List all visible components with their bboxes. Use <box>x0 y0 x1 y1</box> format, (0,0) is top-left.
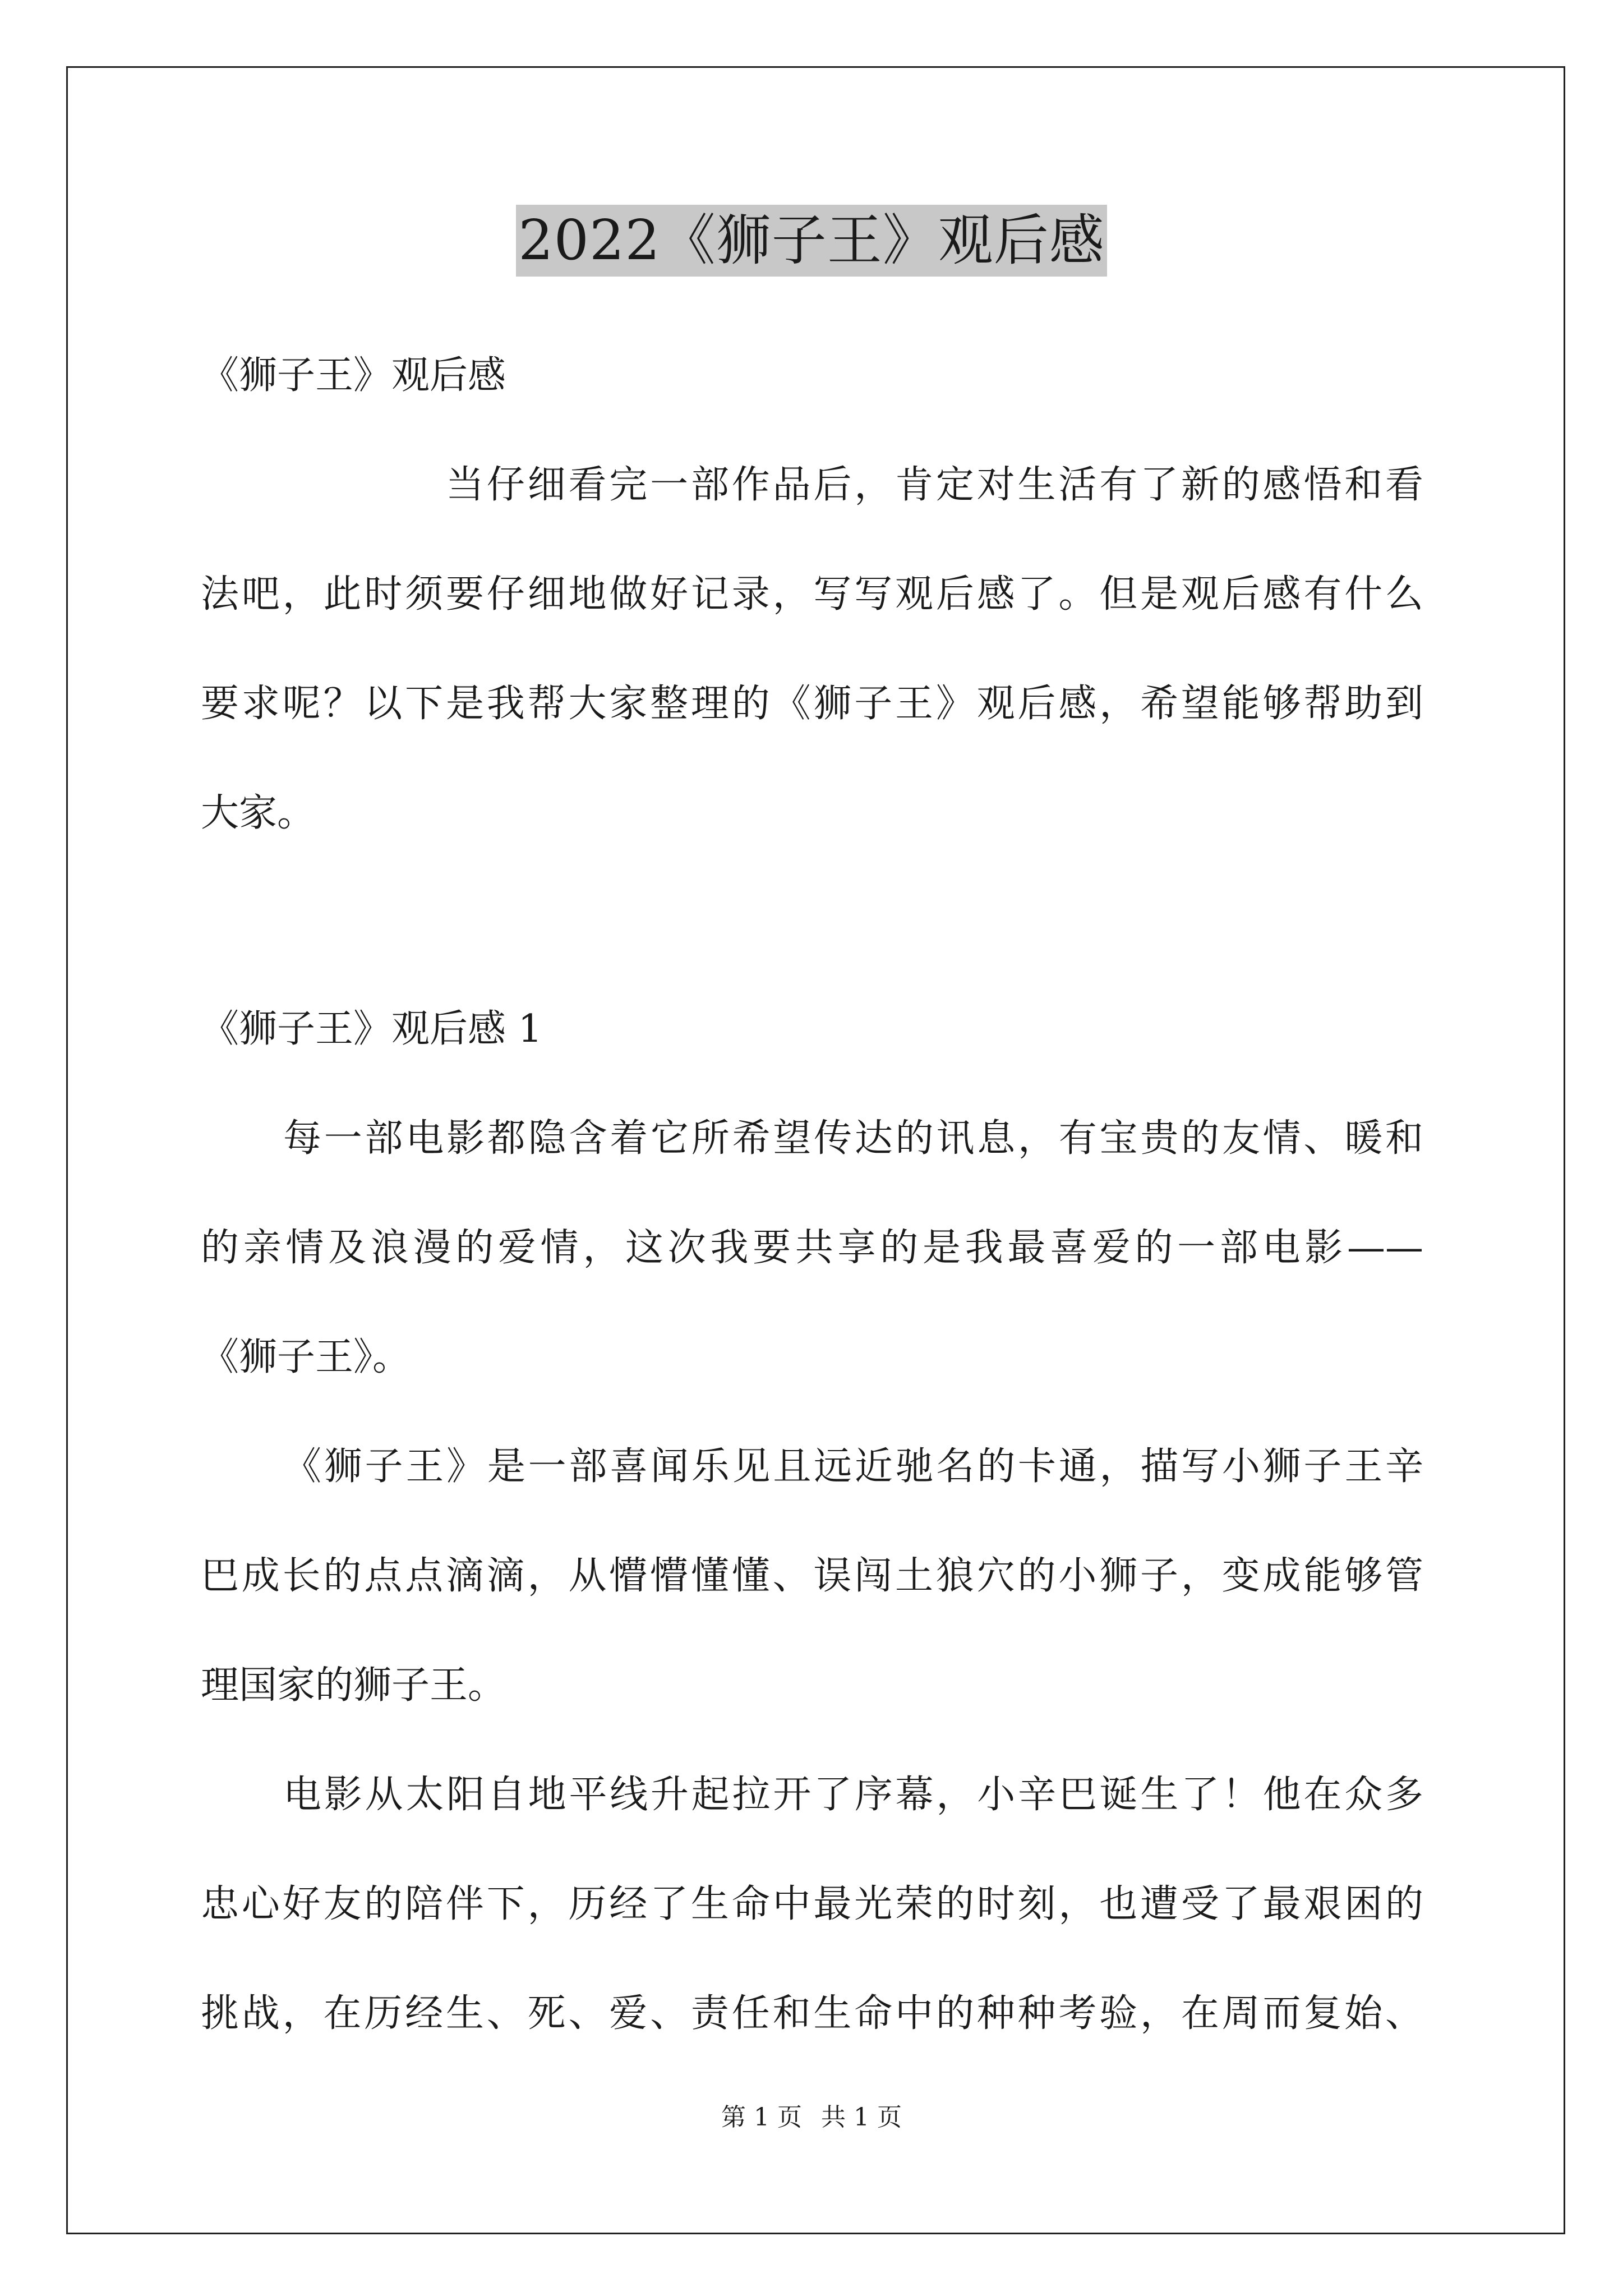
para3-line-1: 电影从太阳自地平线升起拉开了序幕，小辛巴诞生了！他在众多 <box>283 1773 1423 1817</box>
subtitle: 《狮子王》观后感 <box>201 353 506 398</box>
para1-line-2: 的亲情及浪漫的爱情，这次我要共享的是我最喜爱的一部电影—— <box>201 1226 1423 1270</box>
page-number: 第 1 页 <box>721 2103 802 2132</box>
intro-line-2: 法吧，此时须要仔细地做好记录，写写观后感了。但是观后感有什么 <box>201 572 1423 616</box>
section-heading: 《狮子王》观后感 1 <box>201 1007 542 1051</box>
para1-line-1: 每一部电影都隐含着它所希望传达的讯息，有宝贵的友情、暖和 <box>283 1116 1423 1161</box>
intro-line-4: 大家。 <box>201 791 316 835</box>
document-title: 2022《狮子王》观后感 <box>516 205 1106 277</box>
page-total: 共 1 页 <box>821 2103 902 2132</box>
para3-line-2: 忠心好友的陪伴下，历经了生命中最光荣的时刻，也遭受了最艰困的 <box>201 1882 1423 1926</box>
para2-line-2: 巴成长的点点滴滴，从懵懵懂懂、误闯土狼穴的小狮子，变成能够管 <box>201 1554 1423 1598</box>
para1-line-3: 《狮子王》。 <box>201 1335 411 1379</box>
para2-line-1: 《狮子王》是一部喜闻乐见且远近驰名的卡通，描写小狮子王辛 <box>283 1444 1423 1489</box>
intro-line-3: 要求呢？以下是我帮大家整理的《狮子王》观后感，希望能够帮助到 <box>201 682 1423 726</box>
intro-line-1: 当仔细看完一部作品后，肯定对生活有了新的感悟和看 <box>446 463 1423 507</box>
para3-line-3: 挑战，在历经生、死、爱、责任和生命中的种种考验，在周而复始、 <box>201 1991 1423 2036</box>
title-container <box>0 205 1623 277</box>
para2-line-3: 理国家的狮子王。 <box>201 1663 506 1708</box>
page-footer <box>0 2097 1623 2133</box>
